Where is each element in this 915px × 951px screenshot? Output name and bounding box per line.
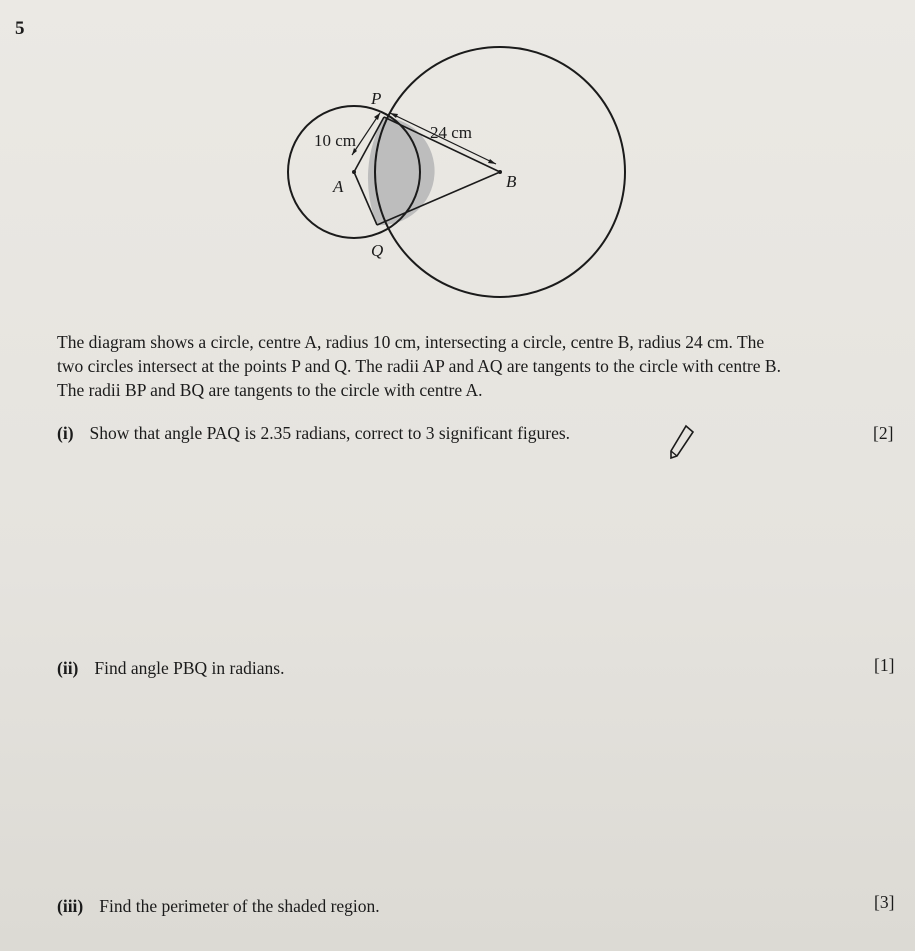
label-q: Q: [371, 241, 384, 260]
part-ii: [57, 658, 284, 679]
part-i: [57, 423, 570, 444]
geometry-diagram: [0, 0, 915, 320]
part-iii-marks: [3]: [874, 892, 895, 912]
shaded-region: [368, 117, 435, 225]
question-stem: [57, 330, 907, 402]
pencil-icon: [668, 423, 696, 463]
point-b: [498, 170, 502, 174]
label-radius-b: 24 cm: [430, 123, 473, 142]
point-a: [352, 170, 356, 174]
part-iii: [57, 896, 380, 917]
part-ii-marks: [1]: [874, 655, 895, 675]
stem-line-2: two circles intersect at the points P and Q. The radii AP and AQ are tangents to the circle with centre B.: [57, 356, 781, 376]
part-i-text: Show that angle PAQ is 2.35 radians, correct to 3 significant figures.: [89, 423, 571, 443]
label-p: P: [371, 89, 382, 108]
arrowhead-10cm-top: [374, 113, 380, 120]
label-a: A: [333, 177, 344, 196]
part-iii-label: (iii): [57, 896, 84, 916]
stem-line-3: The radii BP and BQ are tangents to the circle with centre A.: [57, 380, 483, 400]
label-radius-a: 10 cm: [314, 131, 357, 150]
part-ii-label: (ii): [57, 658, 79, 678]
question-number: 5: [15, 18, 25, 39]
part-i-label: (i): [57, 423, 74, 443]
part-iii-text: Find the perimeter of the shaded region.: [99, 896, 380, 916]
arrowhead-24cm-right: [488, 159, 496, 164]
label-b: B: [506, 172, 517, 191]
part-ii-text: Find angle PBQ in radians.: [94, 658, 285, 678]
part-i-marks: [2]: [873, 423, 894, 443]
stem-line-1: The diagram shows a circle, centre A, radius 10 cm, intersecting a circle, centre B, radius 24 cm. The: [57, 332, 765, 352]
